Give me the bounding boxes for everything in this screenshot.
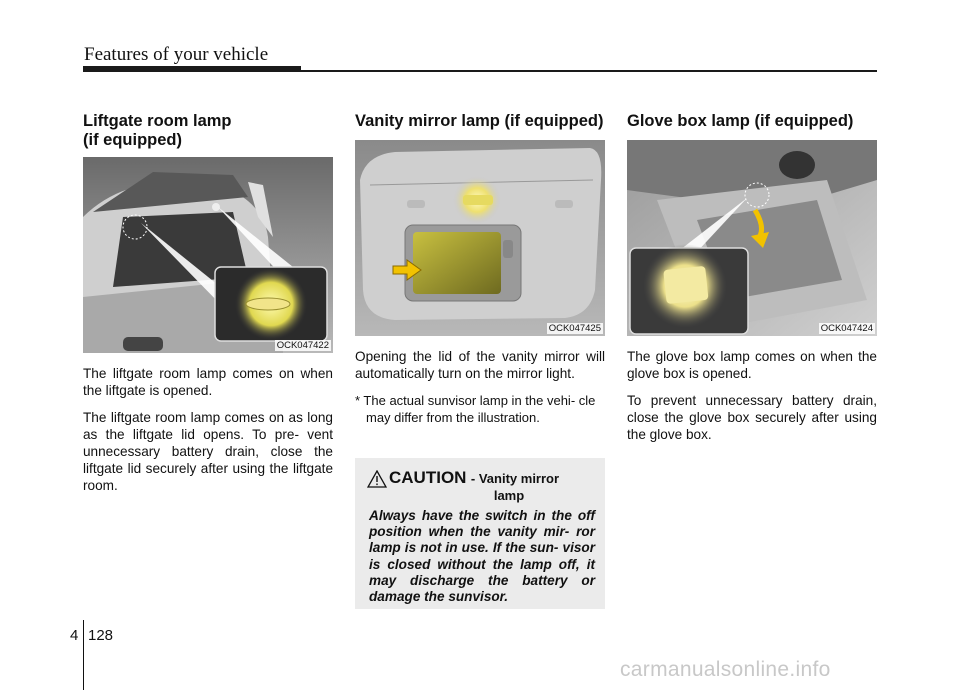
liftgate-car-image xyxy=(83,157,333,353)
footnote: * The actual sunvisor lamp in the vehi- cle may differ from the illustration. xyxy=(355,393,596,425)
paragraph: To prevent unnecessary battery drain, close the glove box securely after using the glove box. xyxy=(627,393,877,442)
section-title xyxy=(83,112,333,150)
figure-code: OCK047422 xyxy=(276,340,329,351)
page-section-number: 4 xyxy=(70,627,79,644)
header-rule-thick xyxy=(83,66,301,72)
paragraph: Opening the lid of the vanity mirror will automatically turn on the mirror light. xyxy=(355,349,605,381)
caution-label: CAUTION xyxy=(389,468,467,487)
paragraph: The liftgate room lamp comes on when the liftgate is opened. xyxy=(83,366,333,398)
watermark: carmanualsonline.info xyxy=(620,658,831,681)
caution-heading xyxy=(389,468,619,503)
header-rule-thin xyxy=(301,70,877,72)
section-title: Vanity mirror lamp (if equipped) xyxy=(355,112,604,130)
section-glove-box-lamp xyxy=(627,112,877,443)
caution-box xyxy=(355,458,605,609)
footer-rule xyxy=(83,620,84,690)
caution-subtitle-line2: lamp xyxy=(493,488,525,503)
section-vanity-mirror-lamp xyxy=(355,112,605,439)
section-title: Glove box lamp (if equipped) xyxy=(627,112,854,130)
page-header-title: Features of your vehicle xyxy=(84,44,269,65)
section-title-line1: Liftgate room lamp xyxy=(83,112,232,130)
page-number: 128 xyxy=(88,627,114,644)
paragraph: The liftgate room lamp comes on as long as the liftgate lid opens. To pre- vent unnecessary battery drain, close the liftgate lid securely after using the liftgate room. xyxy=(83,410,333,493)
warning-triangle-icon xyxy=(367,470,387,488)
caution-text: Always have the switch in the off position when the vanity mir- ror lamp is not in use. If the sun- visor is closed without the lamp off, it may discharge the battery or damage the sunvisor. xyxy=(369,508,595,605)
sunvisor-image xyxy=(355,140,605,336)
figure-code: OCK047424 xyxy=(820,323,873,334)
glove-box-illustration xyxy=(627,140,877,336)
caution-subtitle: - Vanity mirror xyxy=(470,471,560,486)
paragraph: The glove box lamp comes on when the glove box is opened. xyxy=(627,349,877,381)
figure-code: OCK047425 xyxy=(548,323,601,334)
liftgate-illustration xyxy=(83,157,333,353)
section-liftgate-room-lamp xyxy=(83,112,333,494)
glove-box-image xyxy=(627,140,877,336)
section-title-line2: (if equipped) xyxy=(83,131,182,149)
vanity-mirror-illustration xyxy=(355,140,605,336)
